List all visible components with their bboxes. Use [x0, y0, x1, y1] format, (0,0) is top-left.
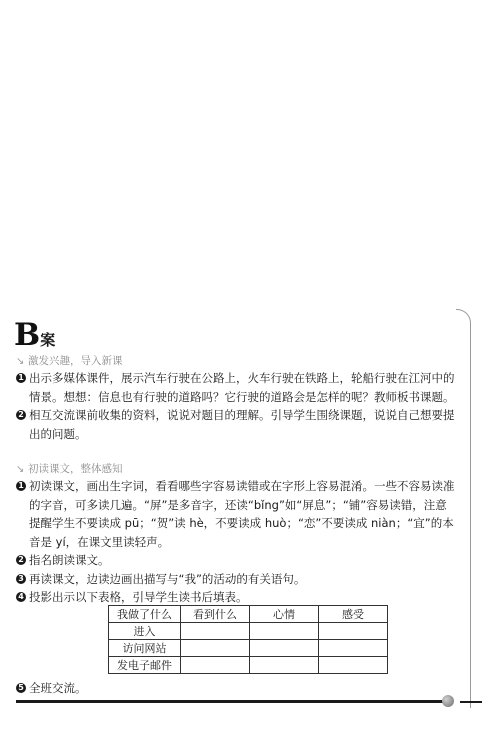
table-cell [319, 657, 388, 674]
list-item [16, 679, 458, 698]
table-header-cell: 我做了什么 [109, 606, 181, 623]
section-intro-body [16, 369, 458, 443]
arrow-icon: ↘ [16, 356, 25, 367]
number-badge: 2 [16, 410, 26, 420]
section-heading-reading: ↘ 初读课文，整体感知 [16, 463, 123, 475]
item-text: 全班交流。 [29, 681, 87, 695]
section-reading-body [16, 477, 458, 607]
frame-border [470, 323, 471, 708]
section-logo [14, 317, 56, 353]
table-cell [319, 640, 388, 657]
table-row-label: 发电子邮件 [109, 657, 181, 674]
logo-letter: B [14, 317, 40, 353]
list-item [16, 551, 458, 570]
number-badge: 5 [16, 683, 26, 693]
final-item-block [16, 679, 458, 698]
table-row [109, 640, 388, 657]
table-cell [181, 640, 250, 657]
table-cell [250, 657, 319, 674]
table-row [109, 657, 388, 674]
table-header-row [109, 606, 388, 623]
table-cell [250, 640, 319, 657]
table-cell [181, 657, 250, 674]
arrow-icon: ↘ [16, 464, 25, 475]
fill-in-table [108, 605, 388, 674]
number-badge: 1 [16, 373, 26, 383]
list-item [16, 588, 458, 607]
number-badge: 2 [16, 555, 26, 565]
logo-char: 案 [40, 331, 56, 349]
section-heading-intro: ↘ 激发兴趣，导入新课 [16, 355, 123, 367]
table-cell [250, 623, 319, 640]
table-header-cell: 心情 [250, 606, 319, 623]
item-text: 指名朗读课文。 [29, 553, 110, 567]
list-item [16, 369, 458, 406]
number-badge: 4 [16, 592, 26, 602]
table-cell [319, 623, 388, 640]
item-text: 初读课文，画出生字词，看看哪些字容易读错或在字形上容易混淆。一些不容易读准的字音，可多读几遍。“屏”是多音字，还读“bǐng”如“屏息”；“铺”容易读错，注意提醒学生不要读成 pū；“贺”读 hè，不要读成 huò；“恋”不要读成 niàn；“宜”的本音是 yí，在课文里读轻声。 [29, 479, 455, 549]
page-marker-dot [442, 695, 454, 707]
table-row [109, 623, 388, 640]
table-header-cell: 看到什么 [181, 606, 250, 623]
list-item [16, 570, 458, 589]
frame-corner [456, 309, 471, 324]
list-item [16, 477, 458, 551]
number-badge: 3 [16, 574, 26, 584]
table-header-cell: 感受 [319, 606, 388, 623]
table-cell [181, 623, 250, 640]
footer-rule [16, 700, 444, 703]
item-text: 再读课文，边读边画出描写与“我”的活动的有关语句。 [29, 571, 306, 586]
item-text: 相互交流课前收集的资料，说说对题目的理解。引导学生围绕课题，说说自己想要提出的问题。 [29, 408, 455, 441]
list-item [16, 406, 458, 443]
table-row-label: 访问网站 [109, 640, 181, 657]
table-row-label: 进入 [109, 623, 181, 640]
item-text: 投影出示以下表格，引导学生读书后填表。 [29, 590, 248, 604]
footer-rule-tail [460, 701, 482, 703]
item-text: 出示多媒体课件，展示汽车行驶在公路上，火车行驶在铁路上，轮船行驶在江河中的情景。想想：信息也有行驶的道路吗？它行驶的道路会是怎样的呢？教师板书课题。 [29, 371, 455, 404]
number-badge: 1 [16, 481, 26, 491]
